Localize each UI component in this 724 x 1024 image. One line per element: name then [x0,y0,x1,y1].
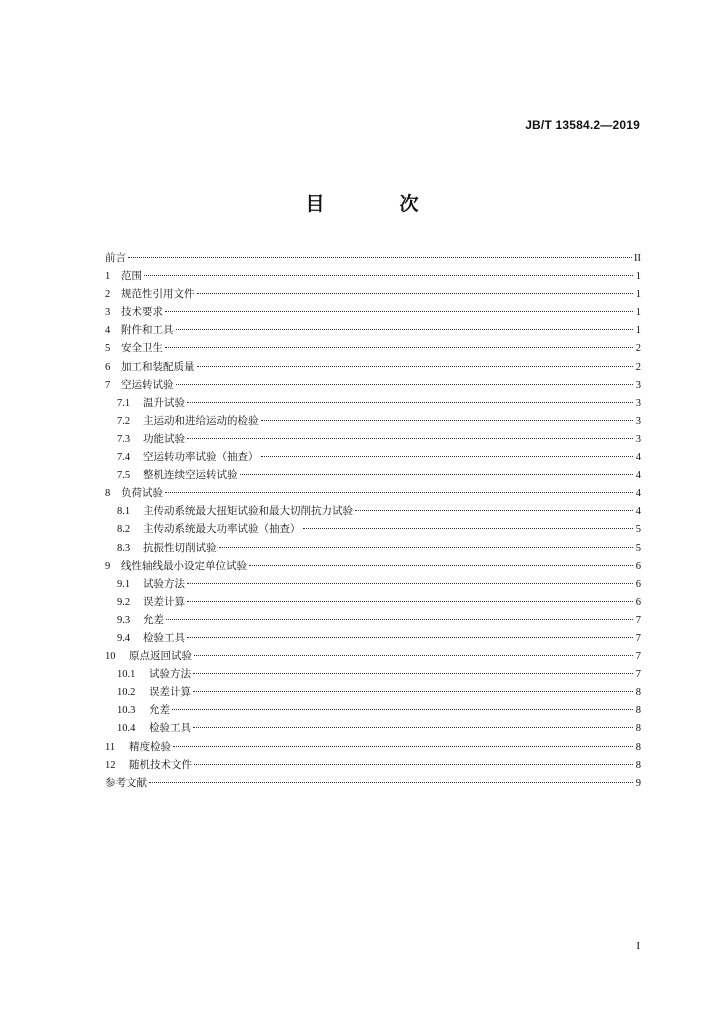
toc-entry-page: 1 [635,325,641,337]
toc-entry-number: 7.5 [117,470,131,482]
toc-entry-label: 精度检验 [129,740,171,753]
toc-entry-number: 8.2 [117,524,131,536]
toc-dot-leader [193,673,633,674]
toc-entry-number: 10.4 [117,723,136,735]
toc-entry[interactable] [105,285,641,303]
toc-entry-number: 10.1 [117,669,136,681]
toc-dot-leader [187,601,633,602]
toc-entry-number: 7 [105,379,111,391]
toc-entry-page: 5 [635,542,641,554]
toc-entry[interactable] [105,593,641,611]
toc-entry[interactable] [105,376,641,394]
toc-entry-number: 5 [105,343,111,355]
toc-entry-number: 7.1 [117,397,131,409]
toc-dot-leader [197,366,634,367]
toc-entry-label: 主传动系统最大功率试验（抽查） [143,523,301,536]
toc-entry-number: 9.3 [117,614,131,626]
toc-entry-page: 3 [635,397,641,409]
toc-entry-label: 检验工具 [149,722,191,735]
toc-entry-page: 1 [635,307,641,319]
toc-entry-label: 加工和装配质量 [121,360,195,373]
toc-entry-number: 10 [105,651,116,663]
toc-entry[interactable] [105,267,641,285]
page-number: I [636,940,640,952]
toc-entry-page: 8 [635,705,641,717]
toc-dot-leader [240,474,634,475]
toc-dot-leader [172,709,633,710]
toc-entry[interactable] [105,502,641,520]
toc-entry-number: 7.3 [117,433,131,445]
toc-entry[interactable] [105,520,641,538]
toc-entry[interactable] [105,701,641,719]
toc-entry-page: 6 [635,596,641,608]
toc-entry-number: 3 [105,307,111,319]
toc-entry-page: 7 [635,632,641,644]
toc-entry-label: 安全卫生 [121,342,163,355]
toc-entry-page: 4 [635,470,641,482]
toc-entry[interactable] [105,539,641,557]
toc-dot-leader [187,438,633,439]
toc-entry-number: 8 [105,488,111,500]
toc-entry-label: 抗振性切削试验 [143,541,217,554]
toc-entry-number: 7.2 [117,415,131,427]
table-of-contents [105,249,641,792]
toc-entry-label: 线性轴线最小设定单位试验 [121,559,247,572]
toc-entry-label: 主传动系统最大扭矩试验和最大切削抗力试验 [143,505,353,518]
toc-entry-page: 7 [635,669,641,681]
toc-entry[interactable] [105,430,641,448]
toc-dot-leader [219,547,634,548]
toc-entry-number: 9 [105,560,111,572]
toc-entry[interactable] [105,249,641,267]
toc-entry[interactable] [105,575,641,593]
toc-entry-label: 负荷试验 [121,487,163,500]
toc-dot-leader [193,691,633,692]
toc-dot-leader [165,347,633,348]
toc-entry[interactable] [105,557,641,575]
toc-entry-label: 误差计算 [143,595,185,608]
toc-entry-label: 试验方法 [149,668,191,681]
toc-dot-leader [355,510,633,511]
toc-entry-page: 1 [635,289,641,301]
toc-entry-label: 前言 [105,252,126,264]
toc-entry[interactable] [105,683,641,701]
toc-entry-number: 8.3 [117,542,131,554]
toc-entry-number: 11 [105,741,116,753]
toc-entry-label: 规范性引用文件 [121,288,195,301]
toc-dot-leader [194,655,633,656]
toc-dot-leader [176,329,634,330]
toc-entry-number: 12 [105,759,116,771]
toc-entry-page: 4 [635,506,641,518]
toc-entry[interactable] [105,774,641,792]
standard-code: JB/T 13584.2—2019 [525,118,640,132]
toc-entry-page: 6 [635,560,641,572]
toc-entry-label: 空运转功率试验（抽查） [143,451,259,464]
toc-entry-label: 主运动和进给运动的检验 [143,414,259,427]
toc-entry-number: 8.1 [117,506,131,518]
toc-entry[interactable] [105,756,641,774]
toc-entry-page: 7 [635,614,641,626]
toc-entry[interactable] [105,647,641,665]
toc-dot-leader [261,456,634,457]
toc-entry-label: 参考文献 [105,776,147,789]
toc-entry-number: 10.2 [117,687,136,699]
toc-dot-leader [128,257,632,258]
toc-entry-label: 原点返回试验 [129,650,192,663]
toc-entry[interactable] [105,358,641,376]
toc-entry[interactable] [105,484,641,502]
toc-entry-label: 整机连续空运转试验 [143,469,238,482]
toc-entry-page: 7 [635,651,641,663]
toc-entry-page: 2 [635,361,641,373]
toc-entry-page: 4 [635,452,641,464]
toc-entry-number: 9.4 [117,632,131,644]
page-title: 目 次 [305,193,447,215]
toc-entry[interactable] [105,665,641,683]
toc-entry-label: 随机技术文件 [129,758,192,771]
toc-entry-number: 10.3 [117,705,136,717]
toc-entry-page: II [634,253,641,264]
toc-entry-number: 4 [105,325,111,337]
toc-entry[interactable] [105,448,641,466]
toc-entry[interactable] [105,629,641,647]
toc-entry-label: 试验方法 [143,577,185,590]
toc-entry-page: 1 [635,271,641,283]
toc-entry-label: 范围 [121,270,142,283]
toc-entry[interactable] [105,339,641,357]
toc-entry[interactable] [105,719,641,737]
toc-entry[interactable] [105,321,641,339]
toc-entry-label: 允差 [143,613,164,626]
toc-dot-leader [149,782,633,783]
toc-dot-leader [194,764,633,765]
toc-entry-label: 温升试验 [143,396,185,409]
toc-entry-label: 附件和工具 [121,324,174,337]
toc-entry-page: 3 [635,379,641,391]
toc-entry-label: 功能试验 [143,432,185,445]
toc-dot-leader [187,583,633,584]
toc-dot-leader [187,402,633,403]
toc-dot-leader [261,420,634,421]
toc-entry-page: 8 [635,687,641,699]
toc-entry[interactable] [105,412,641,430]
toc-dot-leader [249,565,633,566]
toc-dot-leader [166,619,633,620]
toc-entry-number: 9.1 [117,578,131,590]
toc-entry[interactable] [105,611,641,629]
toc-entry-label: 空运转试验 [121,378,174,391]
toc-dot-leader [173,746,633,747]
toc-entry-page: 8 [635,723,641,735]
toc-entry-page: 6 [635,578,641,590]
toc-dot-leader [165,492,633,493]
toc-entry-label: 检验工具 [143,631,185,644]
toc-entry-number: 7.4 [117,452,131,464]
toc-entry-number: 1 [105,271,111,283]
toc-entry[interactable] [105,466,641,484]
toc-entry-label: 技术要求 [121,306,163,319]
toc-entry[interactable] [105,738,641,756]
toc-entry-page: 8 [635,741,641,753]
toc-entry-page: 9 [635,777,641,789]
toc-dot-leader [303,528,634,529]
toc-entry-label: 允差 [149,704,170,717]
toc-entry-number: 2 [105,289,111,301]
toc-dot-leader [144,275,633,276]
toc-entry-page: 5 [635,524,641,536]
toc-dot-leader [165,311,633,312]
toc-entry-number: 9.2 [117,596,131,608]
toc-entry-page: 4 [635,488,641,500]
toc-entry[interactable] [105,394,641,412]
toc-entry-page: 2 [635,343,641,355]
toc-entry-page: 3 [635,415,641,427]
toc-dot-leader [187,637,633,638]
toc-entry-number: 6 [105,361,111,373]
toc-dot-leader [176,384,634,385]
toc-entry-page: 3 [635,433,641,445]
toc-dot-leader [193,727,633,728]
toc-entry-label: 误差计算 [149,686,191,699]
toc-dot-leader [197,293,634,294]
toc-entry[interactable] [105,303,641,321]
toc-entry-page: 8 [635,759,641,771]
